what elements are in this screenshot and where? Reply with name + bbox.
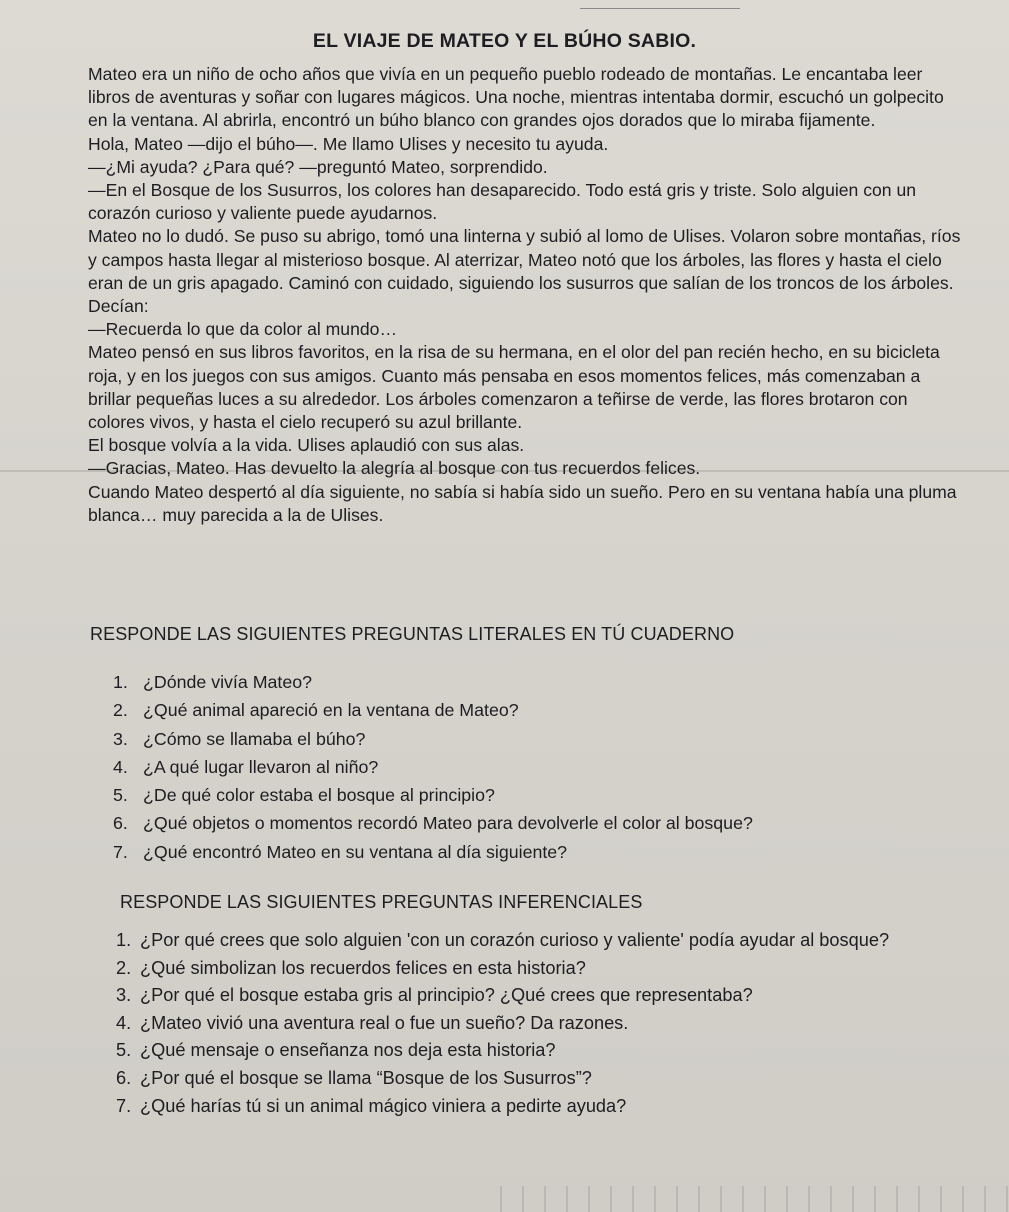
- question-number: 4.: [113, 756, 128, 777]
- literal-question: [113, 809, 753, 837]
- question-number: 6.: [116, 1067, 132, 1088]
- question-number: 5.: [113, 785, 128, 806]
- inferential-question: [116, 955, 889, 983]
- page-top-rule: [580, 8, 740, 9]
- literal-question: [113, 668, 753, 696]
- question-number: 1.: [116, 930, 132, 950]
- story-paragraph: —En el Bosque de los Susurros, los colores han desaparecido. Todo está gris y triste. Solo alguien con un corazón curioso y valiente puede ayudarnos.: [88, 180, 917, 224]
- literal-question: [113, 838, 753, 866]
- question-number: 5.: [116, 1040, 132, 1061]
- inferential-question: [116, 982, 889, 1010]
- literal-questions-heading: RESPONDE LAS SIGUIENTES PREGUNTAS LITERALES EN TÚ CUADERNO: [90, 624, 735, 644]
- question-text: ¿Qué encontró Mateo en su ventana al día siguiente?: [143, 841, 568, 862]
- question-number: 7.: [116, 1095, 132, 1116]
- question-text: ¿Qué simbolizan los recuerdos felices en esta historia?: [140, 957, 586, 978]
- literal-question: [113, 696, 753, 724]
- inferential-question: [116, 1037, 889, 1065]
- literal-questions-list: [113, 668, 753, 866]
- story-paragraph: —¿Mi ayuda? ¿Para qué? —preguntó Mateo, sorprendido.: [88, 156, 548, 177]
- question-text: ¿Por qué el bosque se llama “Bosque de los Susurros”?: [140, 1067, 592, 1088]
- literal-question: [113, 781, 753, 809]
- question-number: 1.: [113, 672, 128, 692]
- question-number: 3.: [113, 728, 128, 749]
- inferential-questions-list: [116, 927, 889, 1120]
- inferential-question: [116, 927, 889, 955]
- story-paragraph: —Gracias, Mateo. Has devuelto la alegría al bosque con tus recuerdos felices.: [88, 458, 701, 479]
- story-paragraph: Hola, Mateo —dijo el búho—. Me llamo Ulises y necesito tu ayuda.: [88, 133, 609, 154]
- story-title: EL VIAJE DE MATEO Y EL BÚHO SABIO.: [312, 30, 697, 52]
- question-number: 6.: [113, 813, 128, 834]
- story-paragraph: El bosque volvía a la vida. Ulises aplaudió con sus alas.: [88, 435, 525, 456]
- question-number: 3.: [116, 985, 132, 1006]
- question-number: 2.: [113, 700, 128, 721]
- question-text: ¿Cómo se llamaba el búho?: [143, 728, 366, 749]
- notebook-edge-lines: [500, 1186, 1009, 1212]
- question-number: 7.: [113, 841, 128, 862]
- question-text: ¿Por qué crees que solo alguien 'con un corazón curioso y valiente' podía ayudar al bosque?: [140, 930, 890, 950]
- story-text: [88, 63, 968, 527]
- question-number: 4.: [116, 1012, 132, 1033]
- question-text: ¿De qué color estaba el bosque al principio?: [143, 785, 495, 806]
- inferential-question: [116, 1065, 889, 1093]
- question-text: ¿Qué animal apareció en la ventana de Mateo?: [143, 700, 519, 721]
- question-text: ¿Qué objetos o momentos recordó Mateo para devolverle el color al bosque?: [143, 813, 753, 834]
- inferential-questions-heading: RESPONDE LAS SIGUIENTES PREGUNTAS INFERENCIALES: [120, 892, 643, 912]
- story-paragraph: Mateo era un niño de ocho años que vivía en un pequeño pueblo rodeado de montañas. Le encantaba leer libros de aventuras y soñar con lugares mágicos. Una noche, mientras intentaba dormir, escuchó un golpecito en la ventana. Al abrirla, encontró un búho blanco con grandes ojos dorados que lo miraba fijamente.: [88, 64, 944, 131]
- story-paragraph: —Recuerda lo que da color al mundo…: [88, 319, 398, 340]
- story-paragraph: Mateo no lo dudó. Se puso su abrigo, tomó una linterna y subió al lomo de Ulises. Volaron sobre montañas, ríos y campos hasta llegar al misterioso bosque. Al aterrizar, Mateo notó que los árboles, las flores y hasta el cielo eran de un gris apagado. Caminó con cuidado, siguiendo los susurros que salían de los troncos de los árboles. Decían:: [88, 226, 961, 317]
- literal-question: [113, 753, 753, 781]
- question-number: 2.: [116, 957, 132, 978]
- story-paragraph: Mateo pensó en sus libros favoritos, en la risa de su hermana, en el olor del pan recién hecho, en su bicicleta roja, y en los juegos con sus amigos. Cuanto más pensaba en esos momentos felices, más comenzaban a brillar pequeñas luces a su alrededor. Los árboles comenzaron a teñirse de verde, las flores brotaron con colores vivos, y hasta el cielo recuperó su azul brillante.: [88, 342, 940, 433]
- question-text: ¿Dónde vivía Mateo?: [143, 672, 313, 692]
- question-text: ¿Mateo vivió una aventura real o fue un sueño? Da razones.: [140, 1012, 629, 1033]
- question-text: ¿Qué harías tú si un animal mágico viniera a pedirte ayuda?: [140, 1095, 627, 1116]
- story-paragraph: Cuando Mateo despertó al día siguiente, no sabía si había sido un sueño. Pero en su ventana había una pluma blanca… muy parecida a la de Ulises.: [88, 481, 957, 525]
- literal-question: [113, 725, 753, 753]
- question-text: ¿Qué mensaje o enseñanza nos deja esta historia?: [140, 1040, 556, 1061]
- inferential-question: [116, 1093, 889, 1121]
- question-text: ¿A qué lugar llevaron al niño?: [143, 756, 379, 777]
- question-text: ¿Por qué el bosque estaba gris al principio? ¿Qué crees que representaba?: [140, 985, 753, 1006]
- inferential-question: [116, 1010, 889, 1038]
